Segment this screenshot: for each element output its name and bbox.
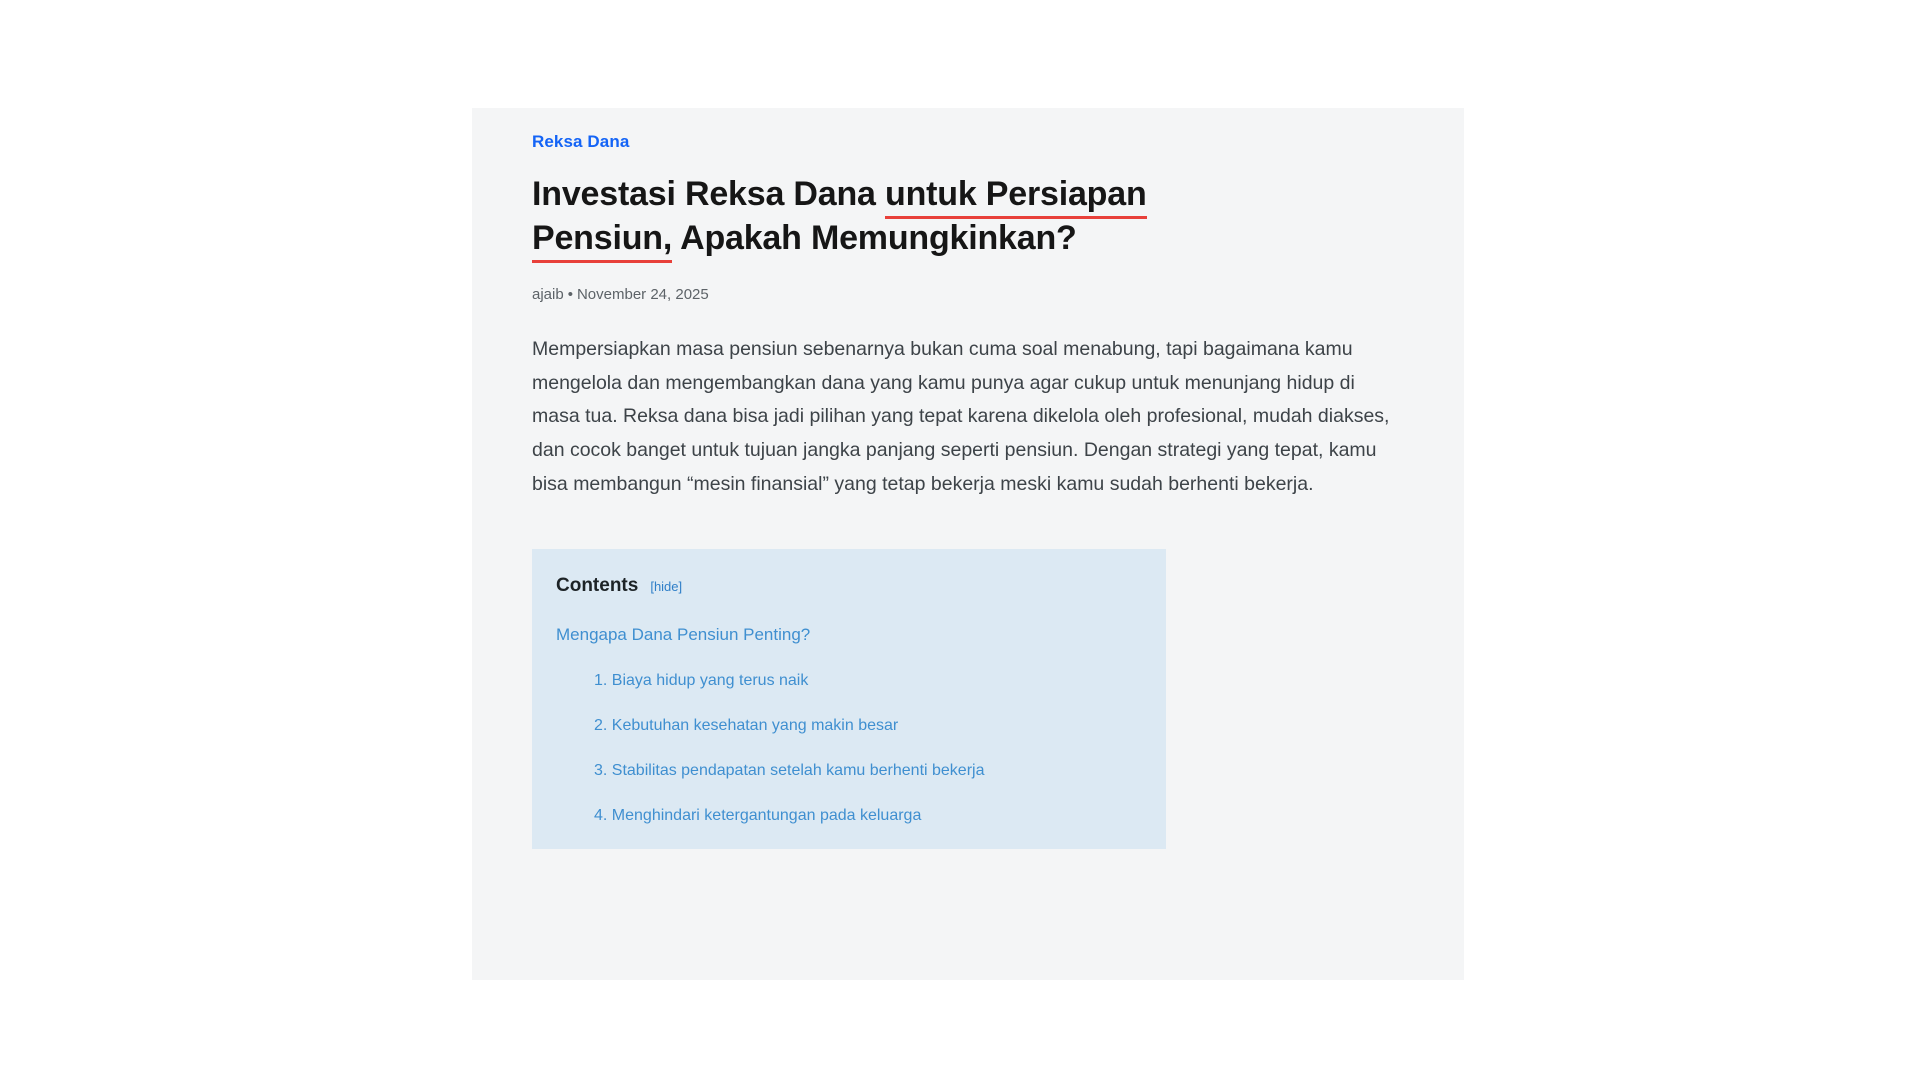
toc-item-level2[interactable]: 2. Kebutuhan kesehatan yang makin besar bbox=[594, 717, 899, 735]
title-text-plain-1: Investasi Reksa Dana bbox=[532, 175, 885, 213]
toc-item-level2[interactable]: 3. Stabilitas pendapatan setelah kamu berhenti bekerja bbox=[594, 762, 985, 780]
article-canvas bbox=[472, 108, 1464, 980]
article-lede-paragraph: Mempersiapkan masa pensiun sebenarnya bukan cuma soal menabung, tapi bagaimana kamu mengelola dan mengembangkan dana yang kamu punya agar cukup untuk menunjang hidup di masa tua. Reksa dana bisa jadi pilihan yang tepat karena dikelola oleh profesional, mudah diakses, dan cocok banget untuk tujuan jangka panjang seperti pensiun. Dengan strategi yang tepat, kamu bisa membangun “mesin finansial” yang tetap bekerja meski kamu sudah berhenti bekerja. bbox=[532, 338, 1390, 495]
category-link[interactable]: Reksa Dana bbox=[532, 132, 630, 151]
title-text-underlined-2: Pensiun, bbox=[532, 219, 672, 263]
toc-title: Contents bbox=[556, 575, 639, 597]
title-line-1 bbox=[532, 175, 1147, 219]
title-text-underlined-1: untuk Persiapan bbox=[885, 175, 1147, 219]
toc-list bbox=[556, 625, 1142, 825]
article-content bbox=[472, 108, 1464, 849]
toc-hide-toggle[interactable]: [hide] bbox=[650, 579, 683, 595]
byline bbox=[532, 286, 1404, 303]
toc-item-level2[interactable]: 4. Menghindari ketergantungan pada keluarga bbox=[594, 807, 922, 825]
page-title bbox=[532, 172, 1322, 260]
toc-item-level2[interactable]: 1. Biaya hidup yang terus naik bbox=[594, 672, 809, 690]
publish-date: November 24, 2025 bbox=[576, 286, 709, 304]
table-of-contents bbox=[532, 549, 1166, 849]
author-name: ajaib bbox=[532, 286, 564, 304]
title-line-2 bbox=[532, 219, 1077, 263]
title-text-plain-2: Apakah Memungkinkan? bbox=[672, 219, 1077, 258]
toc-item-level1[interactable]: Mengapa Dana Pensiun Penting? bbox=[556, 625, 811, 645]
toc-header bbox=[556, 575, 1142, 597]
byline-separator: • bbox=[567, 286, 573, 304]
